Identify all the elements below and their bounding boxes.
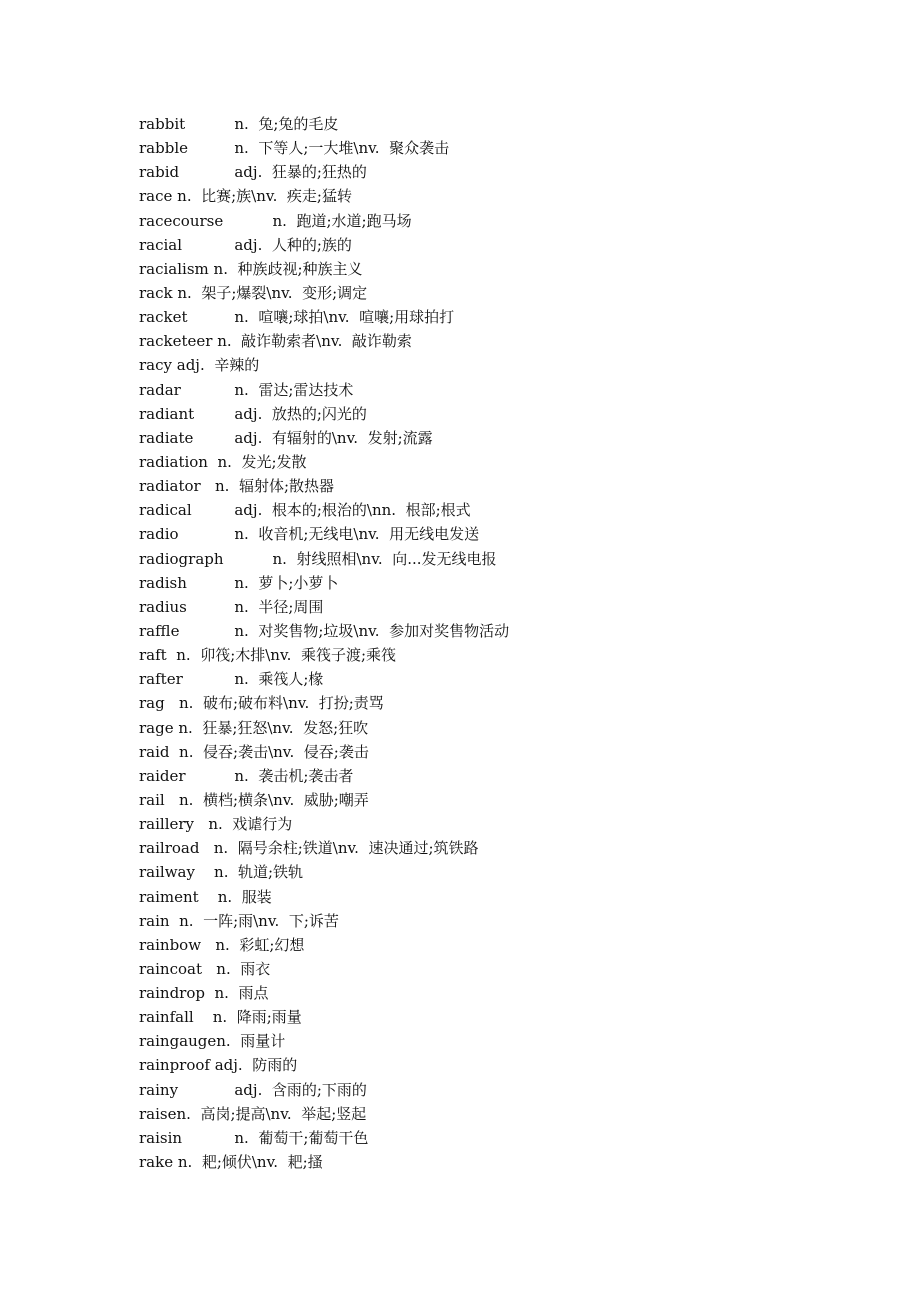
vocab-entry: radiate adj. 有辐射的\nv. 发射;流露 [139,428,433,447]
vocab-entry: rag n. 破布;破布料\nv. 打扮;责骂 [139,694,384,713]
vocab-entry: radical adj. 根本的;根治的\nn. 根部;根式 [139,501,471,520]
vocab-entry: radiograph n. 射线照相\nv. 向...发无线电报 [139,549,497,568]
vocab-entry: radius n. 半径;周围 [139,597,324,616]
vocab-entry: raider n. 袭击机;袭击者 [139,766,354,785]
vocab-entry: raisin n. 葡萄干;葡萄干色 [139,1128,369,1147]
vocabulary-list [139,112,509,1174]
vocab-entry: raindrop n. 雨点 [139,984,269,1003]
vocab-entry: rain n. 一阵;雨\nv. 下;诉苦 [139,911,339,930]
vocab-entry: raiment n. 服装 [139,887,272,906]
vocab-entry: rake n. 耙;倾伏\nv. 耙;搔 [139,1153,323,1172]
vocab-entry: racial adj. 人种的;族的 [139,235,352,254]
vocab-entry: rail n. 横档;横条\nv. 威胁;嘲弄 [139,790,369,809]
vocab-entry: radar n. 雷达;雷达技术 [139,380,354,399]
vocab-entry: rainproof adj. 防雨的 [139,1056,298,1075]
vocab-entry: rainfall n. 降雨;雨量 [139,1008,302,1027]
vocab-entry: radiator n. 辐射体;散热器 [139,477,335,496]
vocab-entry: radish n. 萝卜;小萝卜 [139,573,339,592]
vocab-entry: raingaugen. 雨量计 [139,1032,286,1051]
vocab-entry: raft n. 卯筏;木排\nv. 乘筏子渡;乘筏 [139,646,397,665]
vocab-entry: raincoat n. 雨衣 [139,959,271,978]
vocab-entry: railroad n. 隔号余柱;铁道\nv. 速决通过;筑铁路 [139,839,479,858]
vocab-entry: railway n. 轨道;铁轨 [139,863,304,882]
vocab-entry: raffle n. 对奖售物;垃圾\nv. 参加对奖售物活动 [139,621,510,640]
vocab-entry: raid n. 侵吞;袭击\nv. 侵吞;袭击 [139,742,369,761]
vocab-entry: radio n. 收音机;无线电\nv. 用无线电发送 [139,525,480,544]
vocab-entry: racecourse n. 跑道;水道;跑马场 [139,211,412,230]
vocab-entry: rage n. 狂暴;狂怒\nv. 发怒;狂吹 [139,718,369,737]
vocab-entry: radiant adj. 放热的;闪光的 [139,404,367,423]
vocab-entry: rabble n. 下等人;一大堆\nv. 聚众袭击 [139,139,450,158]
vocab-entry: raisen. 高岗;提高\nv. 举起;竖起 [139,1104,367,1123]
vocab-entry: race n. 比赛;族\nv. 疾走;猛转 [139,187,352,206]
vocab-entry: raillery n. 戏谑行为 [139,815,293,834]
vocab-entry: rabbit n. 兔;兔的毛皮 [139,115,339,133]
vocab-entry: racy adj. 辛辣的 [139,356,260,375]
vocab-entry: racket n. 喧嚷;球拍\nv. 喧嚷;用球拍打 [139,308,455,327]
vocab-entry: racketeer n. 敲诈勒索者\nv. 敲诈勒索 [139,332,412,351]
vocab-entry: racialism n. 种族歧视;种族主义 [139,259,363,278]
vocab-entry: radiation n. 发光;发散 [139,452,307,471]
vocab-entry: rainbow n. 彩虹;幻想 [139,935,305,954]
vocab-entry: rainy adj. 含雨的;下雨的 [139,1080,367,1099]
vocab-entry: rack n. 架子;爆裂\nv. 变形;调定 [139,283,368,302]
vocab-entry: rafter n. 乘筏人;椽 [139,670,324,689]
vocab-entry: rabid adj. 狂暴的;狂热的 [139,163,367,182]
